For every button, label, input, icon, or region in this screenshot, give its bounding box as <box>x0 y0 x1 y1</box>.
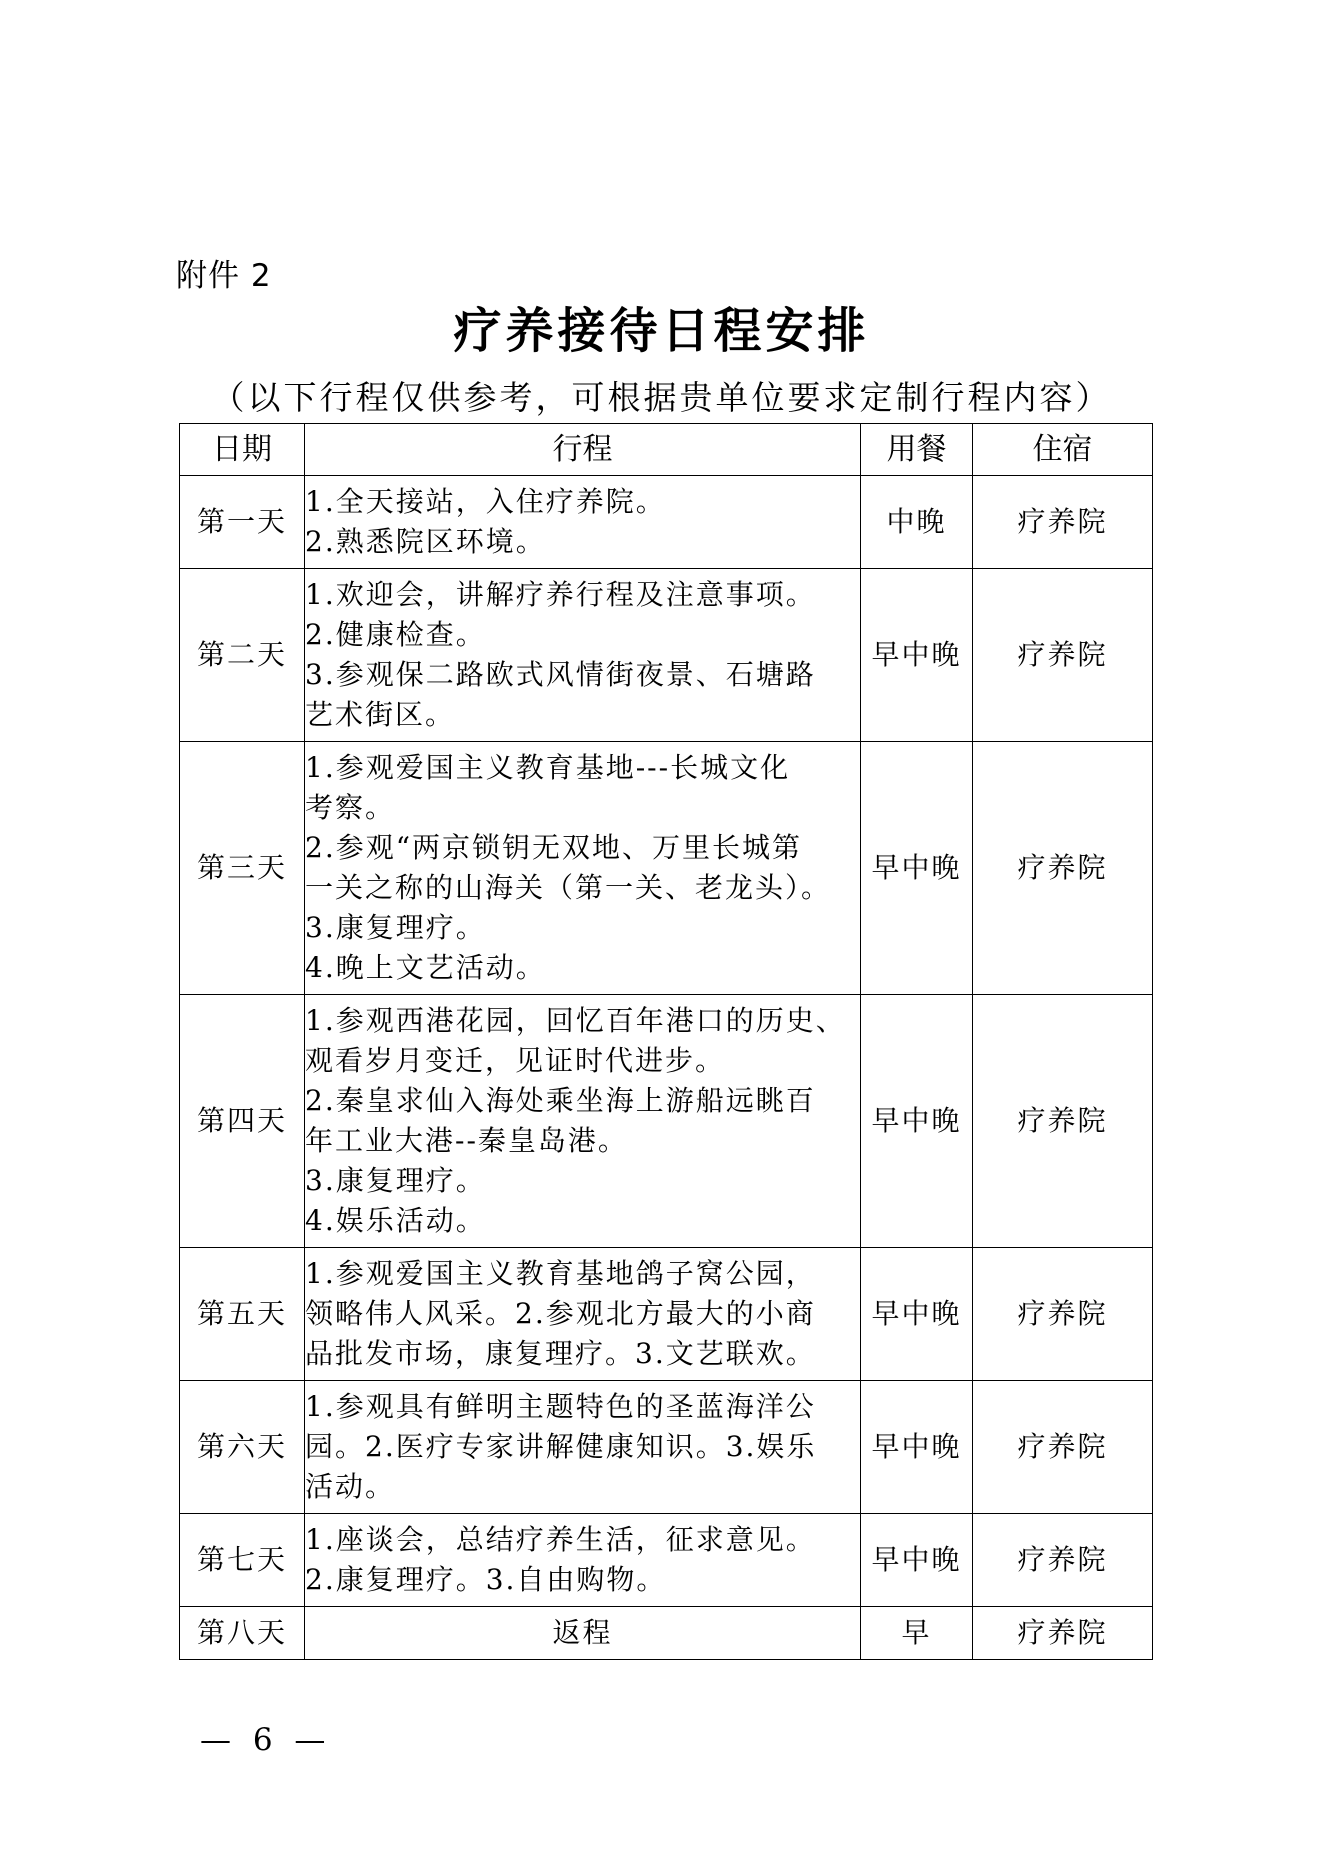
document-title: 疗养接待日程安排 <box>453 303 870 359</box>
itinerary-cell <box>305 476 861 569</box>
day-cell: 第七天 <box>180 1514 305 1607</box>
itinerary-line: 1.参观具有鲜明主题特色的圣蓝海洋公 <box>305 1390 816 1423</box>
table-row <box>180 742 1153 995</box>
itinerary-cell <box>305 1607 861 1660</box>
table-row <box>180 1248 1153 1381</box>
itinerary-line: 3.康复理疗。 <box>305 911 486 944</box>
itinerary-line: 1.全天接站，入住疗养院。 <box>305 485 666 518</box>
itinerary-cell <box>305 1248 861 1381</box>
itinerary-line: 2.健康检查。 <box>305 618 486 651</box>
itinerary-line: 2.参观“两京锁钥无双地、万里长城第 <box>305 831 803 864</box>
itinerary-cell <box>305 742 861 995</box>
itinerary-line: 园。2.医疗专家讲解健康知识。3.娱乐 <box>305 1430 817 1463</box>
meals-cell: 早中晚 <box>861 995 973 1248</box>
itinerary-line: 2.熟悉院区环境。 <box>305 525 546 558</box>
itinerary-line: 1.座谈会，总结疗养生活，征求意见。 <box>305 1523 816 1556</box>
itinerary-cell <box>305 995 861 1248</box>
attachment-label: 附件 2 <box>176 258 272 294</box>
lodging-cell: 疗养院 <box>973 1248 1153 1381</box>
itinerary-line: 2.秦皇求仙入海处乘坐海上游船远眺百 <box>305 1084 816 1117</box>
header-day: 日期 <box>180 424 305 476</box>
table-row <box>180 476 1153 569</box>
itinerary-line: 活动。 <box>305 1470 396 1503</box>
table-row <box>180 995 1153 1248</box>
lodging-cell: 疗养院 <box>973 995 1153 1248</box>
schedule-body <box>180 476 1153 1660</box>
table-row <box>180 1381 1153 1514</box>
header-itinerary: 行程 <box>305 424 861 476</box>
day-cell: 第三天 <box>180 742 305 995</box>
itinerary-cell <box>305 569 861 742</box>
itinerary-cell <box>305 1381 861 1514</box>
meals-cell: 早中晚 <box>861 1514 973 1607</box>
meals-cell: 早中晚 <box>861 569 973 742</box>
itinerary-line: 1.参观爱国主义教育基地---长城文化 <box>305 751 791 784</box>
itinerary-line: 考察。 <box>305 791 396 824</box>
lodging-cell: 疗养院 <box>973 1514 1153 1607</box>
itinerary-line: 4.娱乐活动。 <box>305 1204 486 1237</box>
itinerary-line: 返程 <box>552 1616 613 1649</box>
day-cell: 第八天 <box>180 1607 305 1660</box>
table-header-row <box>180 424 1153 476</box>
itinerary-line: 1.参观西港花园，回忆百年港口的历史、 <box>305 1004 846 1037</box>
meals-cell: 早中晚 <box>861 1381 973 1514</box>
itinerary-line: 年工业大港--秦皇岛港。 <box>305 1124 628 1157</box>
itinerary-line: 1.欢迎会，讲解疗养行程及注意事项。 <box>305 578 816 611</box>
meals-cell: 早中晚 <box>861 742 973 995</box>
page-number: — 6 — <box>200 1722 332 1758</box>
meals-cell: 早中晚 <box>861 1248 973 1381</box>
itinerary-line: 1.参观爱国主义教育基地鸽子窝公园， <box>305 1257 816 1290</box>
table-row <box>180 569 1153 742</box>
day-cell: 第五天 <box>180 1248 305 1381</box>
itinerary-cell <box>305 1514 861 1607</box>
itinerary-line: 艺术街区。 <box>305 698 456 731</box>
itinerary-line: 领略伟人风采。2.参观北方最大的小商 <box>305 1297 816 1330</box>
schedule-table <box>179 423 1153 1660</box>
itinerary-line: 观看岁月变迁，见证时代进步。 <box>305 1044 726 1077</box>
day-cell: 第四天 <box>180 995 305 1248</box>
header-lodging: 住宿 <box>973 424 1153 476</box>
itinerary-line: 一关之称的山海关（第一关、老龙头）。 <box>305 871 832 904</box>
document-subtitle: （以下行程仅供参考，可根据贵单位要求定制行程内容） <box>211 378 1112 417</box>
meals-cell: 中晚 <box>861 476 973 569</box>
itinerary-line: 3.参观保二路欧式风情街夜景、石塘路 <box>305 658 816 691</box>
day-cell: 第六天 <box>180 1381 305 1514</box>
lodging-cell: 疗养院 <box>973 1607 1153 1660</box>
itinerary-line: 3.康复理疗。 <box>305 1164 486 1197</box>
meals-cell: 早 <box>861 1607 973 1660</box>
day-cell: 第二天 <box>180 569 305 742</box>
lodging-cell: 疗养院 <box>973 569 1153 742</box>
lodging-cell: 疗养院 <box>973 476 1153 569</box>
table-row <box>180 1607 1153 1660</box>
itinerary-line: 4.晚上文艺活动。 <box>305 951 546 984</box>
lodging-cell: 疗养院 <box>973 1381 1153 1514</box>
lodging-cell: 疗养院 <box>973 742 1153 995</box>
itinerary-line: 品批发市场，康复理疗。3.文艺联欢。 <box>305 1337 816 1370</box>
day-cell: 第一天 <box>180 476 305 569</box>
header-meals: 用餐 <box>861 424 973 476</box>
itinerary-line: 2.康复理疗。3.自由购物。 <box>305 1563 667 1596</box>
table-row <box>180 1514 1153 1607</box>
